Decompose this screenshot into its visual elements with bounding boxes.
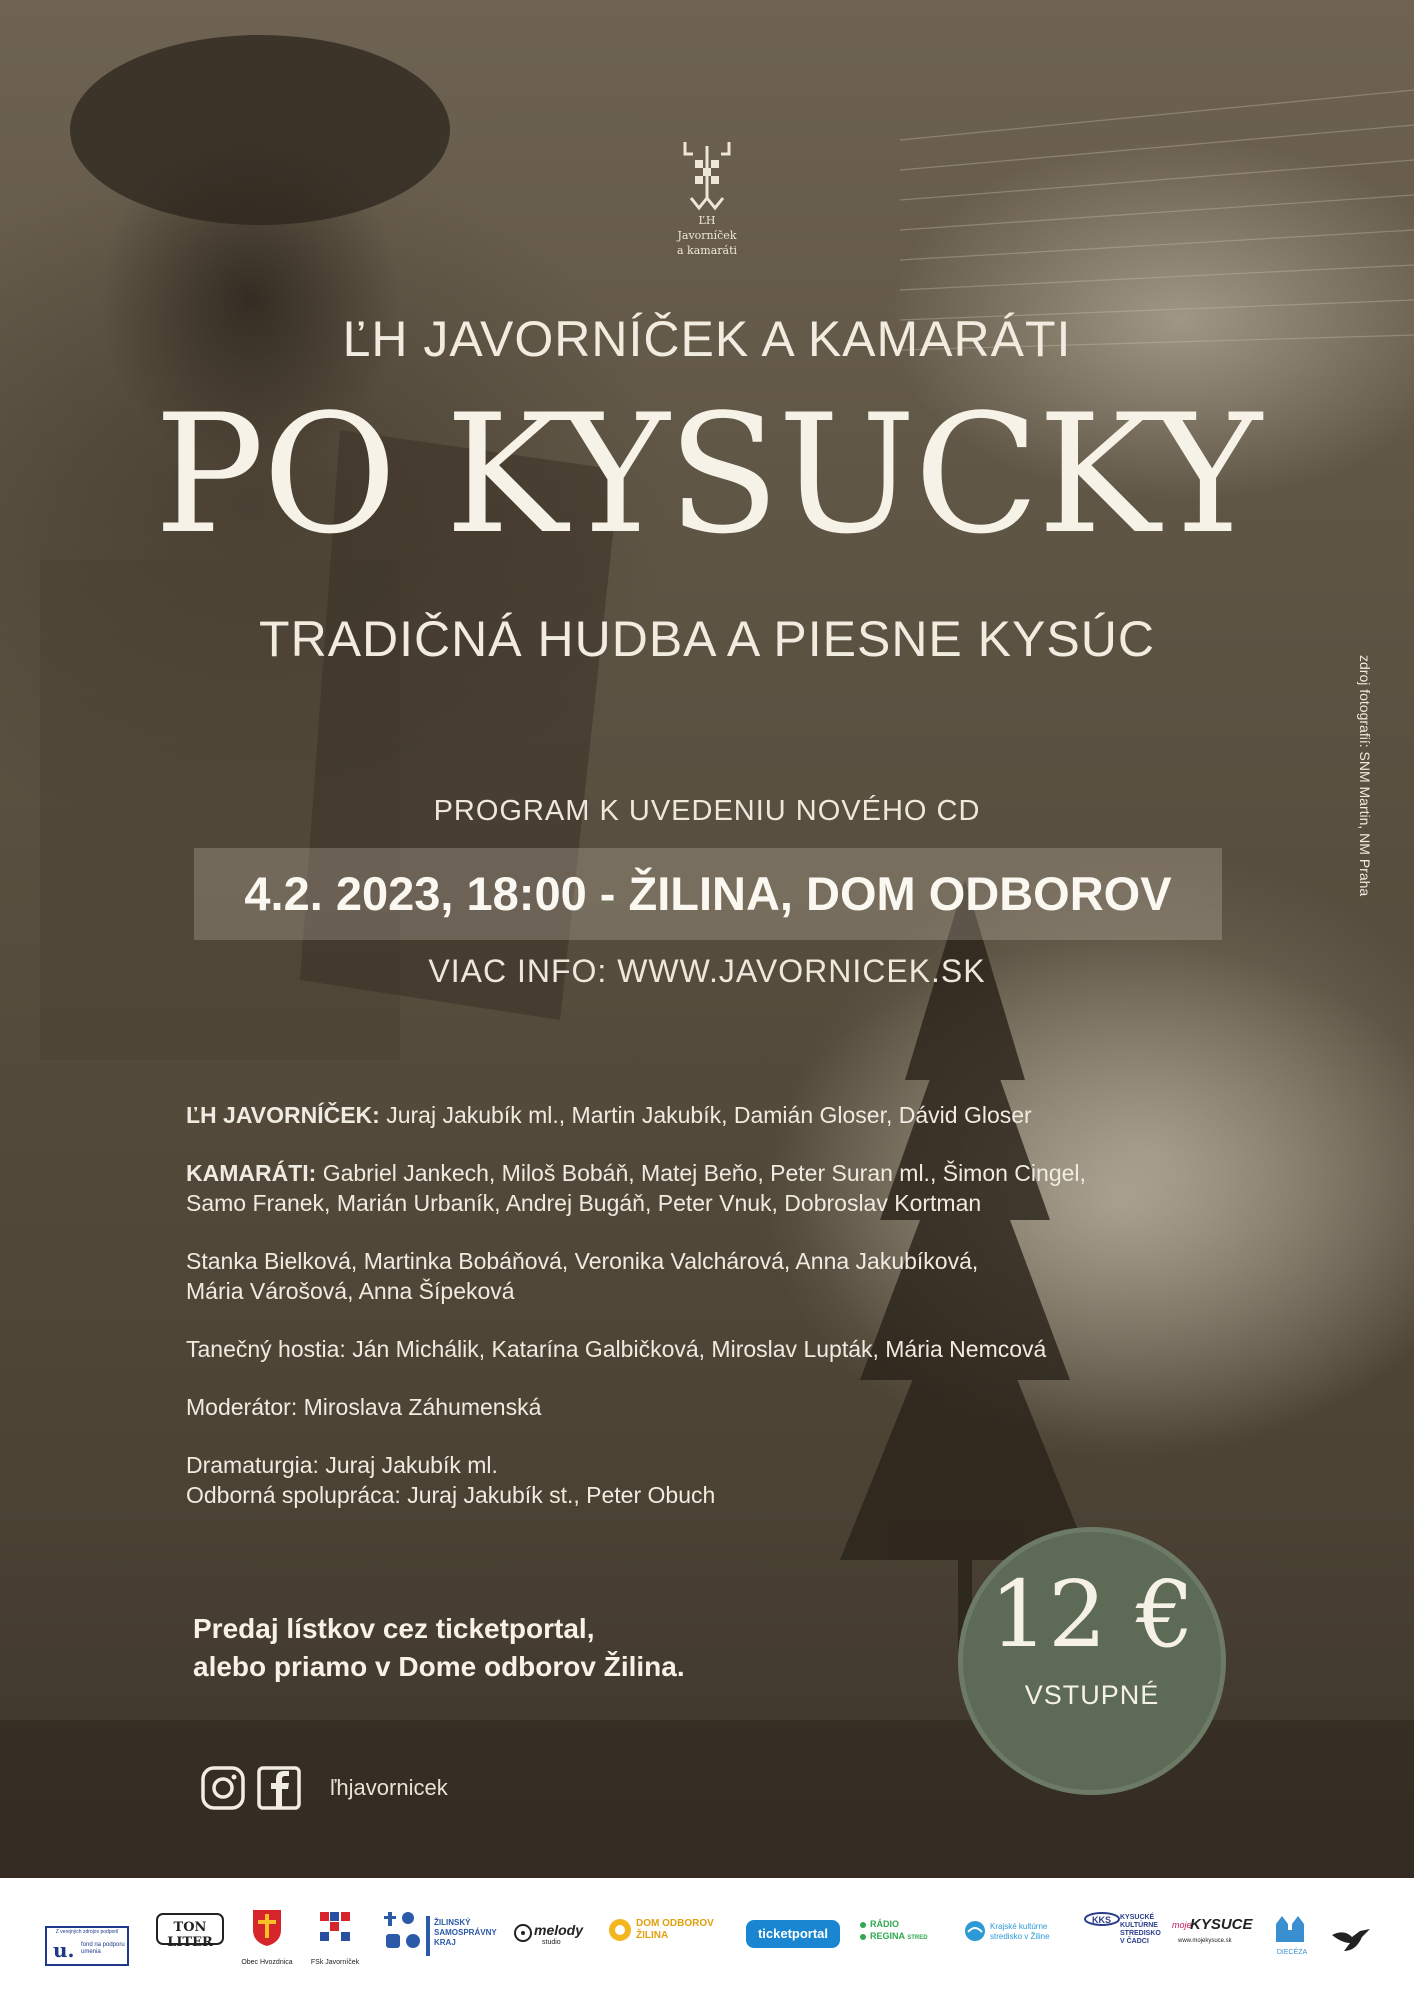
sponsor-zsk-line-1: ŽILINSKÝ	[434, 1918, 471, 1927]
fsk-ornament-icon	[308, 1908, 362, 1948]
title-subtitle: TRADIČNÁ HUDBA A PIESNE KYSÚC	[259, 611, 1155, 667]
facebook-icon[interactable]	[256, 1765, 302, 1811]
sponsor-fpu-line-2: fond na podporu umenia	[81, 1942, 125, 1955]
sponsor-dom-label	[636, 1918, 714, 1942]
sponsor-moje-line-3: www.mojekysuce.sk	[1178, 1938, 1232, 1944]
sponsor-kos-logo	[1084, 1908, 1161, 1974]
sponsor-dom-line-2: ŽILINA	[636, 1930, 669, 1941]
sponsor-zsk-line-2: SAMOSPRÁVNY	[434, 1928, 497, 1937]
sponsor-kos-line-3: STREDISKO	[1120, 1930, 1161, 1937]
sponsor-radio-label	[870, 1918, 928, 1944]
sponsor-dieceza-logo	[1272, 1908, 1312, 1974]
zsk-divider	[426, 1916, 430, 1956]
sponsor-kos-label	[1120, 1914, 1161, 1946]
logo-line-1: ĽH	[698, 214, 716, 227]
credits-kamarati-label: KAMARÁTI:	[186, 1160, 317, 1186]
photo-credit: zdroj fotografií: SNM Martin, NM Praha	[1357, 655, 1373, 897]
fpu-u-icon: u.	[53, 1938, 75, 1962]
sponsor-moje-line-2: KYSUCE	[1190, 1916, 1253, 1933]
svg-text:KKS: KKS	[1092, 1915, 1112, 1925]
credits-kamarati	[186, 1158, 1186, 1218]
sponsor-radio-line-2-sub: STRED	[907, 1935, 928, 1941]
sponsor-dom-odborov-logo	[608, 1908, 728, 1974]
sponsor-kks-line-2: stredisko v Žiline	[990, 1932, 1050, 1941]
sponsor-tonliter-logo	[155, 1908, 225, 1974]
sponsor-dieceza-label: DIECÉZA	[1276, 1949, 1308, 1956]
dom-odborov-icon	[608, 1918, 632, 1942]
credits-javornicek-label: ĽH JAVORNÍČEK:	[186, 1102, 380, 1128]
sponsor-kos-line-4: V ČADCI	[1120, 1938, 1149, 1945]
credits-production	[186, 1450, 1186, 1510]
radio-dot-icon	[860, 1922, 866, 1928]
credits-dancers: Tanečný hostia: Ján Michálik, Katarína Galbičková, Miroslav Lupták, Mária Nemcová	[186, 1336, 1047, 1362]
ticket-info-line-1: Predaj lístkov cez ticketportal,	[193, 1613, 595, 1644]
ticket-info	[193, 1610, 893, 1686]
credits-moderator: Moderátor: Miroslava Záhumenská	[186, 1394, 542, 1420]
sponsor-ticketportal-label: ticketportal	[757, 1926, 829, 1941]
credits-singers	[186, 1246, 1186, 1306]
price-label: VSTUPNÉ	[1024, 1680, 1160, 1710]
website-info: VIAC INFO: WWW.JAVORNICEK.SK	[428, 953, 986, 989]
sponsor-fsk-label: FSk Javorníček	[310, 1959, 360, 1966]
credits-singers-2: Mária Várošová, Anna Šípeková	[186, 1278, 515, 1304]
credits-cooperation: Odborná spolupráca: Juraj Jakubík st., Peter Obuch	[186, 1482, 716, 1508]
ensemble-name: ĽH JAVORNÍČEK A KAMARÁTI	[342, 311, 1072, 367]
program-line: PROGRAM K UVEDENIU NOVÉHO CD	[433, 795, 981, 827]
sponsor-moje-line-1: moje	[1172, 1920, 1192, 1930]
sponsor-zsk-logo	[382, 1908, 497, 1974]
event-date-place: 4.2. 2023, 18:00 - ŽILINA, DOM ODBOROV	[244, 867, 1172, 920]
instagram-icon[interactable]	[200, 1765, 246, 1811]
sponsor-dom-line-1: DOM ODBOROV	[636, 1918, 714, 1929]
ticket-info-line-2: alebo priamo v Dome odborov Žilina.	[193, 1651, 685, 1682]
sponsor-tonliter-label: TON LITER	[167, 1920, 213, 1950]
price-value: 12 €	[989, 1561, 1195, 1668]
credits-kamarati-names-1: Gabriel Jankech, Miloš Bobáň, Matej Beňo, Peter Suran ml., Šimon Cingel,	[316, 1160, 1086, 1186]
melody-disc-icon	[514, 1924, 532, 1942]
sponsor-mojekysuce-logo	[1172, 1908, 1258, 1974]
kks-icon	[964, 1920, 986, 1942]
credits-singers-1: Stanka Bielková, Martinka Bobáňová, Veronika Valchárová, Anna Jakubíková,	[186, 1248, 979, 1274]
credits-dramaturgy: Dramaturgia: Juraj Jakubík ml.	[186, 1452, 498, 1478]
cathedral-icon	[1272, 1908, 1308, 1944]
sponsor-zsk-line-3: KRAJ	[434, 1938, 456, 1947]
sponsor-melody-label: melody	[534, 1922, 584, 1938]
sponsor-ticketportal-logo	[746, 1920, 840, 1948]
folk-ornament-logo-icon	[677, 138, 737, 212]
sponsor-fsk-logo	[308, 1908, 362, 1974]
credits-block	[186, 1100, 1186, 1538]
logo-line-3: a kamaráti	[676, 244, 738, 257]
sponsor-kks-logo	[964, 1908, 1074, 1974]
zsk-emblem-icon	[382, 1908, 426, 1958]
sponsor-bar	[0, 1878, 1414, 2000]
sponsor-radio-line-1: RÁDIO	[870, 1919, 899, 1929]
sponsor-zsk-label	[434, 1918, 497, 1948]
kos-icon	[1084, 1912, 1120, 1926]
coat-of-arms-icon	[240, 1908, 294, 1948]
sponsor-obec-label: Obec Hvozdnica	[241, 1959, 293, 1966]
sponsor-kos-line-1: KYSUCKÉ	[1120, 1914, 1155, 1921]
sponsor-obec-logo	[240, 1908, 294, 1974]
sponsor-melody-logo	[512, 1908, 592, 1974]
bird-logo-icon	[1330, 1908, 1374, 1974]
sponsor-melody-sub: studio	[542, 1939, 561, 1946]
credits-javornicek	[186, 1100, 1186, 1130]
sponsor-radio-line-2-main: REGINA	[870, 1931, 905, 1941]
sponsor-fpu-logo	[45, 1926, 129, 1966]
sponsor-kos-line-2: KULTÚRNE	[1120, 1922, 1158, 1929]
logo-line-2: Javorníček	[677, 229, 737, 242]
sponsor-radio-logo	[860, 1908, 944, 1974]
sponsor-kks-label	[990, 1922, 1050, 1942]
sponsor-fpu-line-1: Z verejných zdrojov podporil	[55, 1929, 119, 1935]
social-handle[interactable]: ľhjavornicek	[330, 1775, 448, 1800]
sponsor-kks-line-1: Krajské kultúrne	[990, 1922, 1048, 1931]
credits-javornicek-names: Juraj Jakubík ml., Martin Jakubík, Damián Gloser, Dávid Gloser	[379, 1102, 1032, 1128]
radio-dot-icon	[860, 1934, 866, 1940]
logo	[660, 138, 754, 257]
main-title: PO KYSUCKY	[154, 379, 1260, 570]
sponsor-radio-line-2	[870, 1930, 928, 1944]
credits-kamarati-names-2: Samo Franek, Marián Urbaník, Andrej Bugáň, Peter Vnuk, Dobroslav Kortman	[186, 1190, 982, 1216]
